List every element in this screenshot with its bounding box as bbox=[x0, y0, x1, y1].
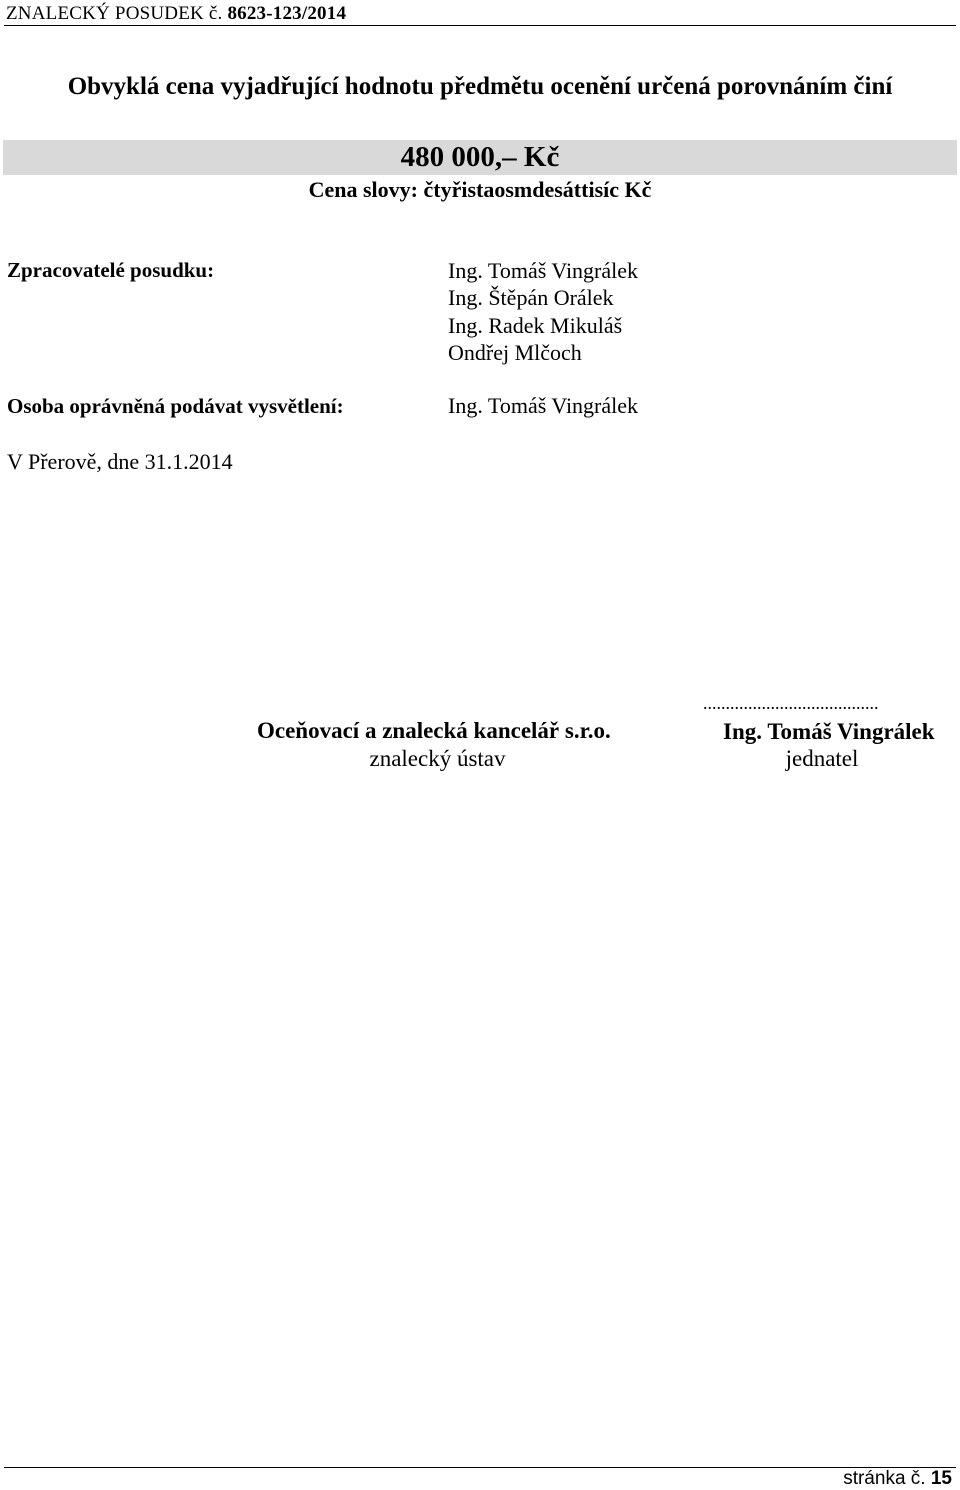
header-rule bbox=[4, 25, 956, 26]
price-words-label: Cena slovy: bbox=[308, 177, 418, 202]
author-name: Ing. Radek Mikuláš bbox=[448, 312, 623, 338]
report-number: 8623-123/2014 bbox=[227, 3, 347, 24]
document-header bbox=[6, 3, 346, 25]
valuation-title: Obvyklá cena vyjadřující hodnotu předmětu ocenění určená porovnáním činí bbox=[67, 73, 893, 100]
header-prefix: ZNALECKÝ POSUDEK č. bbox=[6, 3, 223, 24]
author-name: Ing. Tomáš Vingrálek bbox=[448, 258, 639, 283]
price-in-words bbox=[0, 177, 960, 203]
author-name: Ing. Štěpán Orálek bbox=[448, 285, 614, 311]
price-amount: 480 000,– Kč bbox=[400, 141, 560, 173]
explainer-label: Osoba oprávněná podávat vysvětlení: bbox=[7, 394, 344, 418]
explainer-name: Ing. Tomáš Vingrálek bbox=[448, 393, 639, 418]
organization-name: Oceňovací a znalecká kancelář s.r.o. bbox=[257, 718, 611, 743]
page-label: stránka č. bbox=[843, 1468, 926, 1489]
page-footer bbox=[843, 1468, 952, 1490]
authors-label: Zpracovatelé posudku: bbox=[7, 258, 215, 282]
author-name: Ondřej Mlčoch bbox=[448, 339, 582, 365]
signer-name: Ing. Tomáš Vingrálek bbox=[723, 719, 935, 744]
place-date: V Přerově, dne 31.1.2014 bbox=[7, 449, 233, 474]
organization-type: znalecký ústav bbox=[369, 746, 506, 771]
authors-list bbox=[448, 257, 638, 366]
footer-rule bbox=[4, 1467, 956, 1468]
price-words-value: čtyřistaosmdesáttisíc Kč bbox=[423, 177, 652, 202]
signer-role: jednatel bbox=[785, 746, 859, 771]
page-number: 15 bbox=[930, 1468, 952, 1489]
signature-line: ....................................... bbox=[703, 693, 879, 713]
